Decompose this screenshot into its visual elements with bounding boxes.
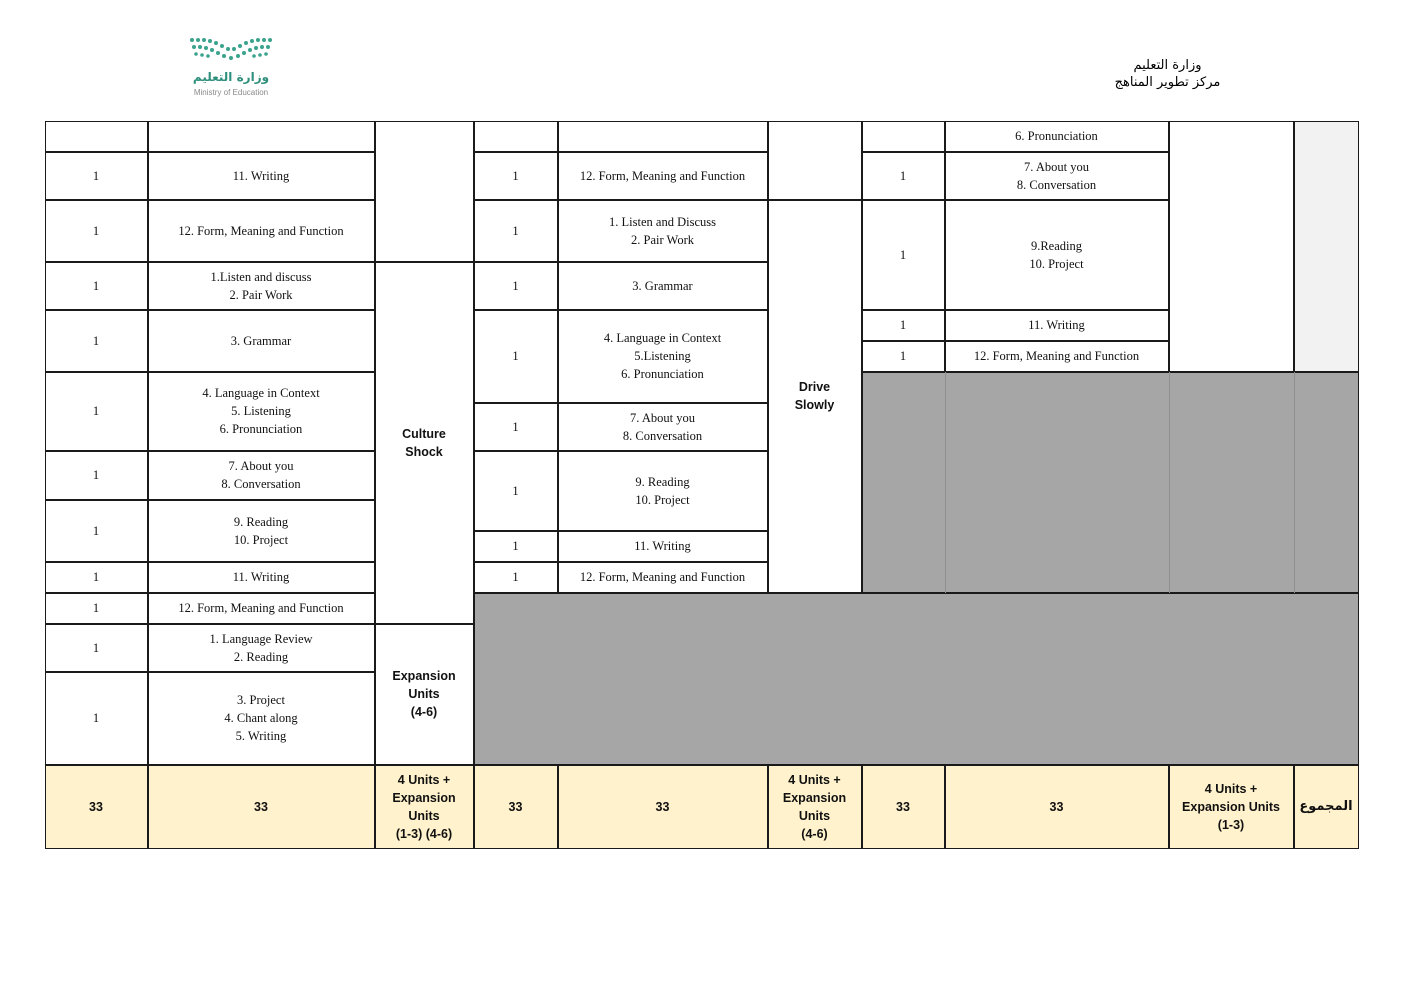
c1-total-units: 4 Units + Expansion Units (1-3) (4-6) [375, 765, 474, 849]
c1-period-cell: 1 [45, 200, 148, 262]
c1-period-cell [45, 121, 148, 152]
c3-total-units: 4 Units + Expansion Units (1-3) [1169, 765, 1294, 849]
c1-lesson-cell: 12. Form, Meaning and Function [148, 200, 375, 262]
c1-period-cell: 1 [45, 262, 148, 310]
gray-filler-upper [862, 372, 1359, 593]
c1-lesson-cell: 11. Writing [148, 152, 375, 200]
c2-lesson-cell: 12. Form, Meaning and Function [558, 562, 768, 593]
c2-lesson-cell: 7. About you 8. Conversation [558, 403, 768, 451]
c1-total-lessons: 33 [148, 765, 375, 849]
c1-period-cell: 1 [45, 310, 148, 372]
c2-unit-cell [768, 121, 862, 200]
c3-period-cell: 1 [862, 341, 945, 372]
c2-period-cell: 1 [474, 152, 558, 200]
c3-lesson-cell: 6. Pronunciation [945, 121, 1169, 152]
c2-unit-drive-slowly: Drive Slowly [768, 200, 862, 593]
c2-lesson-cell: 1. Listen and Discuss 2. Pair Work [558, 200, 768, 262]
c2-lesson-cell [558, 121, 768, 152]
c1-period-cell: 1 [45, 372, 148, 451]
c2-total-periods: 33 [474, 765, 558, 849]
c1-lesson-cell: 1.Listen and discuss 2. Pair Work [148, 262, 375, 310]
header-curriculum-center: مركز تطوير المناهج [1114, 75, 1221, 90]
c1-total-periods: 33 [45, 765, 148, 849]
c2-period-cell [474, 121, 558, 152]
c2-period-cell: 1 [474, 262, 558, 310]
c3-lesson-cell: 9.Reading 10. Project [945, 200, 1169, 310]
c1-lesson-cell: 9. Reading 10. Project [148, 500, 375, 562]
gray-filler-lower [474, 593, 1359, 765]
c2-lesson-cell: 11. Writing [558, 531, 768, 562]
c3-lesson-cell: 11. Writing [945, 310, 1169, 341]
logo-arabic-text: وزارة التعليم [192, 70, 270, 84]
c1-period-cell: 1 [45, 624, 148, 672]
c1-period-cell: 1 [45, 451, 148, 500]
c2-period-cell: 1 [474, 403, 558, 451]
c2-period-cell: 1 [474, 562, 558, 593]
c1-period-cell: 1 [45, 672, 148, 765]
c1-unit-culture-shock: Culture Shock [375, 262, 474, 624]
c3-period-cell: 1 [862, 152, 945, 200]
logo-english-text: Ministry of Education [193, 88, 269, 97]
c1-lesson-cell [148, 121, 375, 152]
c2-lesson-cell: 9. Reading 10. Project [558, 451, 768, 531]
c3-total-periods: 33 [862, 765, 945, 849]
c1-lesson-cell: 4. Language in Context 5. Listening 6. Pronunciation [148, 372, 375, 451]
c3-lesson-cell: 7. About you 8. Conversation [945, 152, 1169, 200]
c2-period-cell: 1 [474, 531, 558, 562]
header-ministry: وزارة التعليم [1133, 58, 1202, 73]
c2-lesson-cell: 12. Form, Meaning and Function [558, 152, 768, 200]
c1-period-cell: 1 [45, 593, 148, 624]
c1-period-cell: 1 [45, 562, 148, 593]
c3-total-lessons: 33 [945, 765, 1169, 849]
c2-total-units: 4 Units + Expansion Units (4-6) [768, 765, 862, 849]
label-column-blank [1294, 121, 1359, 372]
c3-unit-cell [1169, 121, 1294, 372]
c2-lesson-cell: 4. Language in Context 5.Listening 6. Pronunciation [558, 310, 768, 403]
c1-period-cell: 1 [45, 152, 148, 200]
c1-lesson-cell: 7. About you 8. Conversation [148, 451, 375, 500]
c2-lesson-cell: 3. Grammar [558, 262, 768, 310]
c3-period-cell [862, 121, 945, 152]
c1-lesson-cell: 3. Grammar [148, 310, 375, 372]
c3-period-cell: 1 [862, 200, 945, 310]
c1-lesson-cell: 1. Language Review 2. Reading [148, 624, 375, 672]
c1-unit-expansion: Expansion Units (4-6) [375, 624, 474, 765]
c2-total-lessons: 33 [558, 765, 768, 849]
gray-divider [945, 372, 946, 593]
c1-lesson-cell: 11. Writing [148, 562, 375, 593]
c3-lesson-cell: 12. Form, Meaning and Function [945, 341, 1169, 372]
c1-period-cell: 1 [45, 500, 148, 562]
c1-unit-cell [375, 121, 474, 262]
c3-period-cell: 1 [862, 310, 945, 341]
c2-period-cell: 1 [474, 451, 558, 531]
c1-lesson-cell: 12. Form, Meaning and Function [148, 593, 375, 624]
c2-period-cell: 1 [474, 200, 558, 262]
gray-divider [1294, 372, 1295, 593]
gray-divider [1169, 372, 1170, 593]
c2-period-cell: 1 [474, 310, 558, 403]
total-label: المجموع [1294, 765, 1359, 849]
c1-lesson-cell: 3. Project 4. Chant along 5. Writing [148, 672, 375, 765]
